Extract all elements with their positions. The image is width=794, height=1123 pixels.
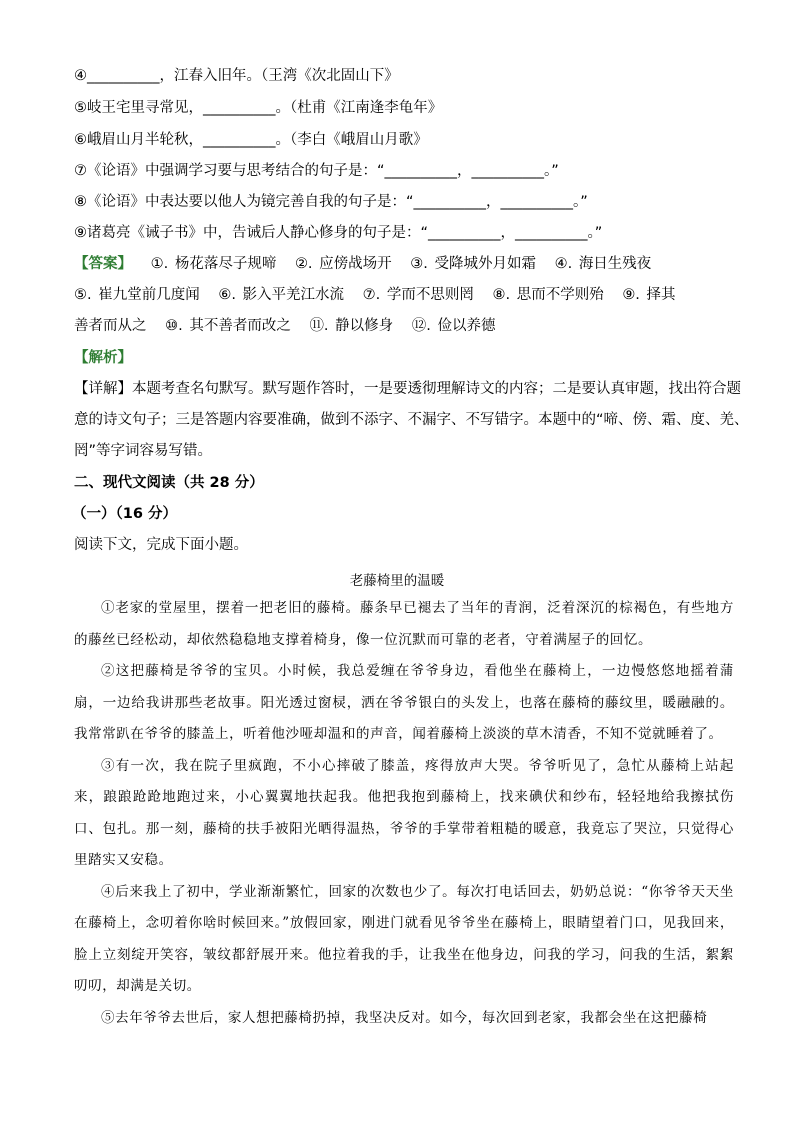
reading-instruction: 阅读下文，完成下面小题。 <box>74 537 248 553</box>
story-body <box>74 593 734 1034</box>
answer-item: ⑪. 静以修身 <box>309 318 394 334</box>
answer-item: ⑩. 其不善者而改之 <box>165 318 291 334</box>
answer-continuation: 善者而从之 <box>74 318 147 334</box>
answer-item: ⑫. 俭以养德 <box>411 318 496 334</box>
poem-line-5: ⑤岐王宅里寻常见，__________。（杜甫《江南逢李龟年》 <box>74 100 443 116</box>
answer-item: ⑦. 学而不思则罔 <box>362 287 474 303</box>
subsection-title: （一）（16 分） <box>72 506 177 522</box>
answer-item: ⑤. 崔九堂前几度闻 <box>74 287 200 303</box>
analysis-detail-line: 意的诗文句子；三是答题内容要准确，做到不添字、不漏字、不写错字。本题中的“啼、傍、霜、度、羌、 <box>74 412 749 428</box>
poem-line-9: ⑨诸葛亮《诫子书》中，告诫后人静心修身的句子是：“__________，__________。” <box>74 225 603 241</box>
answer-row-1 <box>74 254 734 274</box>
story-paragraph: ③有一次，我在院子里疯跑，不小心摔破了膝盖，疼得放声大哭。爷爷听见了，急忙从藤椅上站起来，踉踉跄跄地跑过来，小心翼翼地扶起我。他把我抱到藤椅上，找来碘伏和纱布，轻轻地给我擦拭伤口、包扎。那一刻，藤椅的扶手被阳光晒得温热，爷爷的手掌带着粗糙的暖意，我竟忘了哭泣，只觉得心里踏实又安稳。 <box>74 757 734 868</box>
section-title: 二、现代文阅读（共 28 分） <box>74 475 264 491</box>
poem-line-7: ⑦《论语》中强调学习要与思考结合的句子是：“__________，__________。” <box>74 163 559 179</box>
analysis-detail-line: 【详解】本题考查名句默写。默写题作答时，一是要透彻理解诗文的内容；二是要认真审题，找出符合题 <box>74 381 741 397</box>
poem-line-8: ⑧《论语》中表达要以他人为镜完善自我的句子是：“__________，__________。” <box>74 194 588 210</box>
answer-item: ②. 应傍战场开 <box>294 256 392 272</box>
answer-item: ①. 杨花落尽子规啼 <box>150 256 277 272</box>
answer-row-3 <box>74 316 734 336</box>
story-paragraph: ⑤去年爷爷去世后，家人想把藤椅扔掉，我坚决反对。如今，每次回到老家，我都会坐在这把藤椅 <box>101 1009 708 1026</box>
analysis-detail-line: 罔”等字词容易写错。 <box>74 443 213 459</box>
answer-item: ④. 海日生残夜 <box>554 256 652 272</box>
answer-label: 【答案】 <box>74 256 132 272</box>
answer-item: ⑥. 影入平羌江水流 <box>218 287 345 303</box>
story-paragraph: ④后来我上了初中，学业渐渐繁忙，回家的次数也少了。每次打电话回去，奶奶总说：“你爷爷天天坐在藤椅上，念叨着你啥时候回来。”放假回家，刚进门就看见爷爷坐在藤椅上，眼睛望着门口，见我回来，脸上立刻绽开笑容，皱纹都舒展开来。他拉着我的手，让我坐在他身边，问我的学习，问我的生活，絮絮叨叨，却满是关切。 <box>74 883 734 994</box>
answer-row-2 <box>74 285 734 305</box>
poem-line-4: ④__________，江春入旧年。（王湾《次北固山下》 <box>74 68 399 84</box>
answer-item: ③. 受降城外月如霜 <box>410 256 536 272</box>
answer-item: ⑧. 思而不学则殆 <box>492 287 604 303</box>
story-title: 老藤椅里的温暖 <box>349 573 445 589</box>
answer-item: ⑨. 择其 <box>622 287 676 303</box>
story-paragraph: ①老家的堂屋里，摆着一把老旧的藤椅。藤条早已褪去了当年的青润，泛着深沉的棕褐色，有些地方的藤丝已经松动，却依然稳稳地支撑着椅身，像一位沉默而可靠的老者，守着满屋子的回忆。 <box>74 600 734 648</box>
poem-line-6: ⑥峨眉山月半轮秋，__________。（李白《峨眉山月歌》 <box>74 132 428 148</box>
analysis-label: 【解析】 <box>74 350 132 366</box>
story-paragraph: ②这把藤椅是爷爷的宝贝。小时候，我总爱缠在爷爷身边，看他坐在藤椅上，一边慢悠悠地摇着蒲扇，一边给我讲那些老故事。阳光透过窗棂，洒在爷爷银白的头发上，也落在藤椅的藤纹里，暖融融的。我常常趴在爷爷的膝盖上，听着他沙哑却温和的声音，闻着藤椅上淡淡的草木清香，不知不觉就睡着了。 <box>74 663 734 742</box>
